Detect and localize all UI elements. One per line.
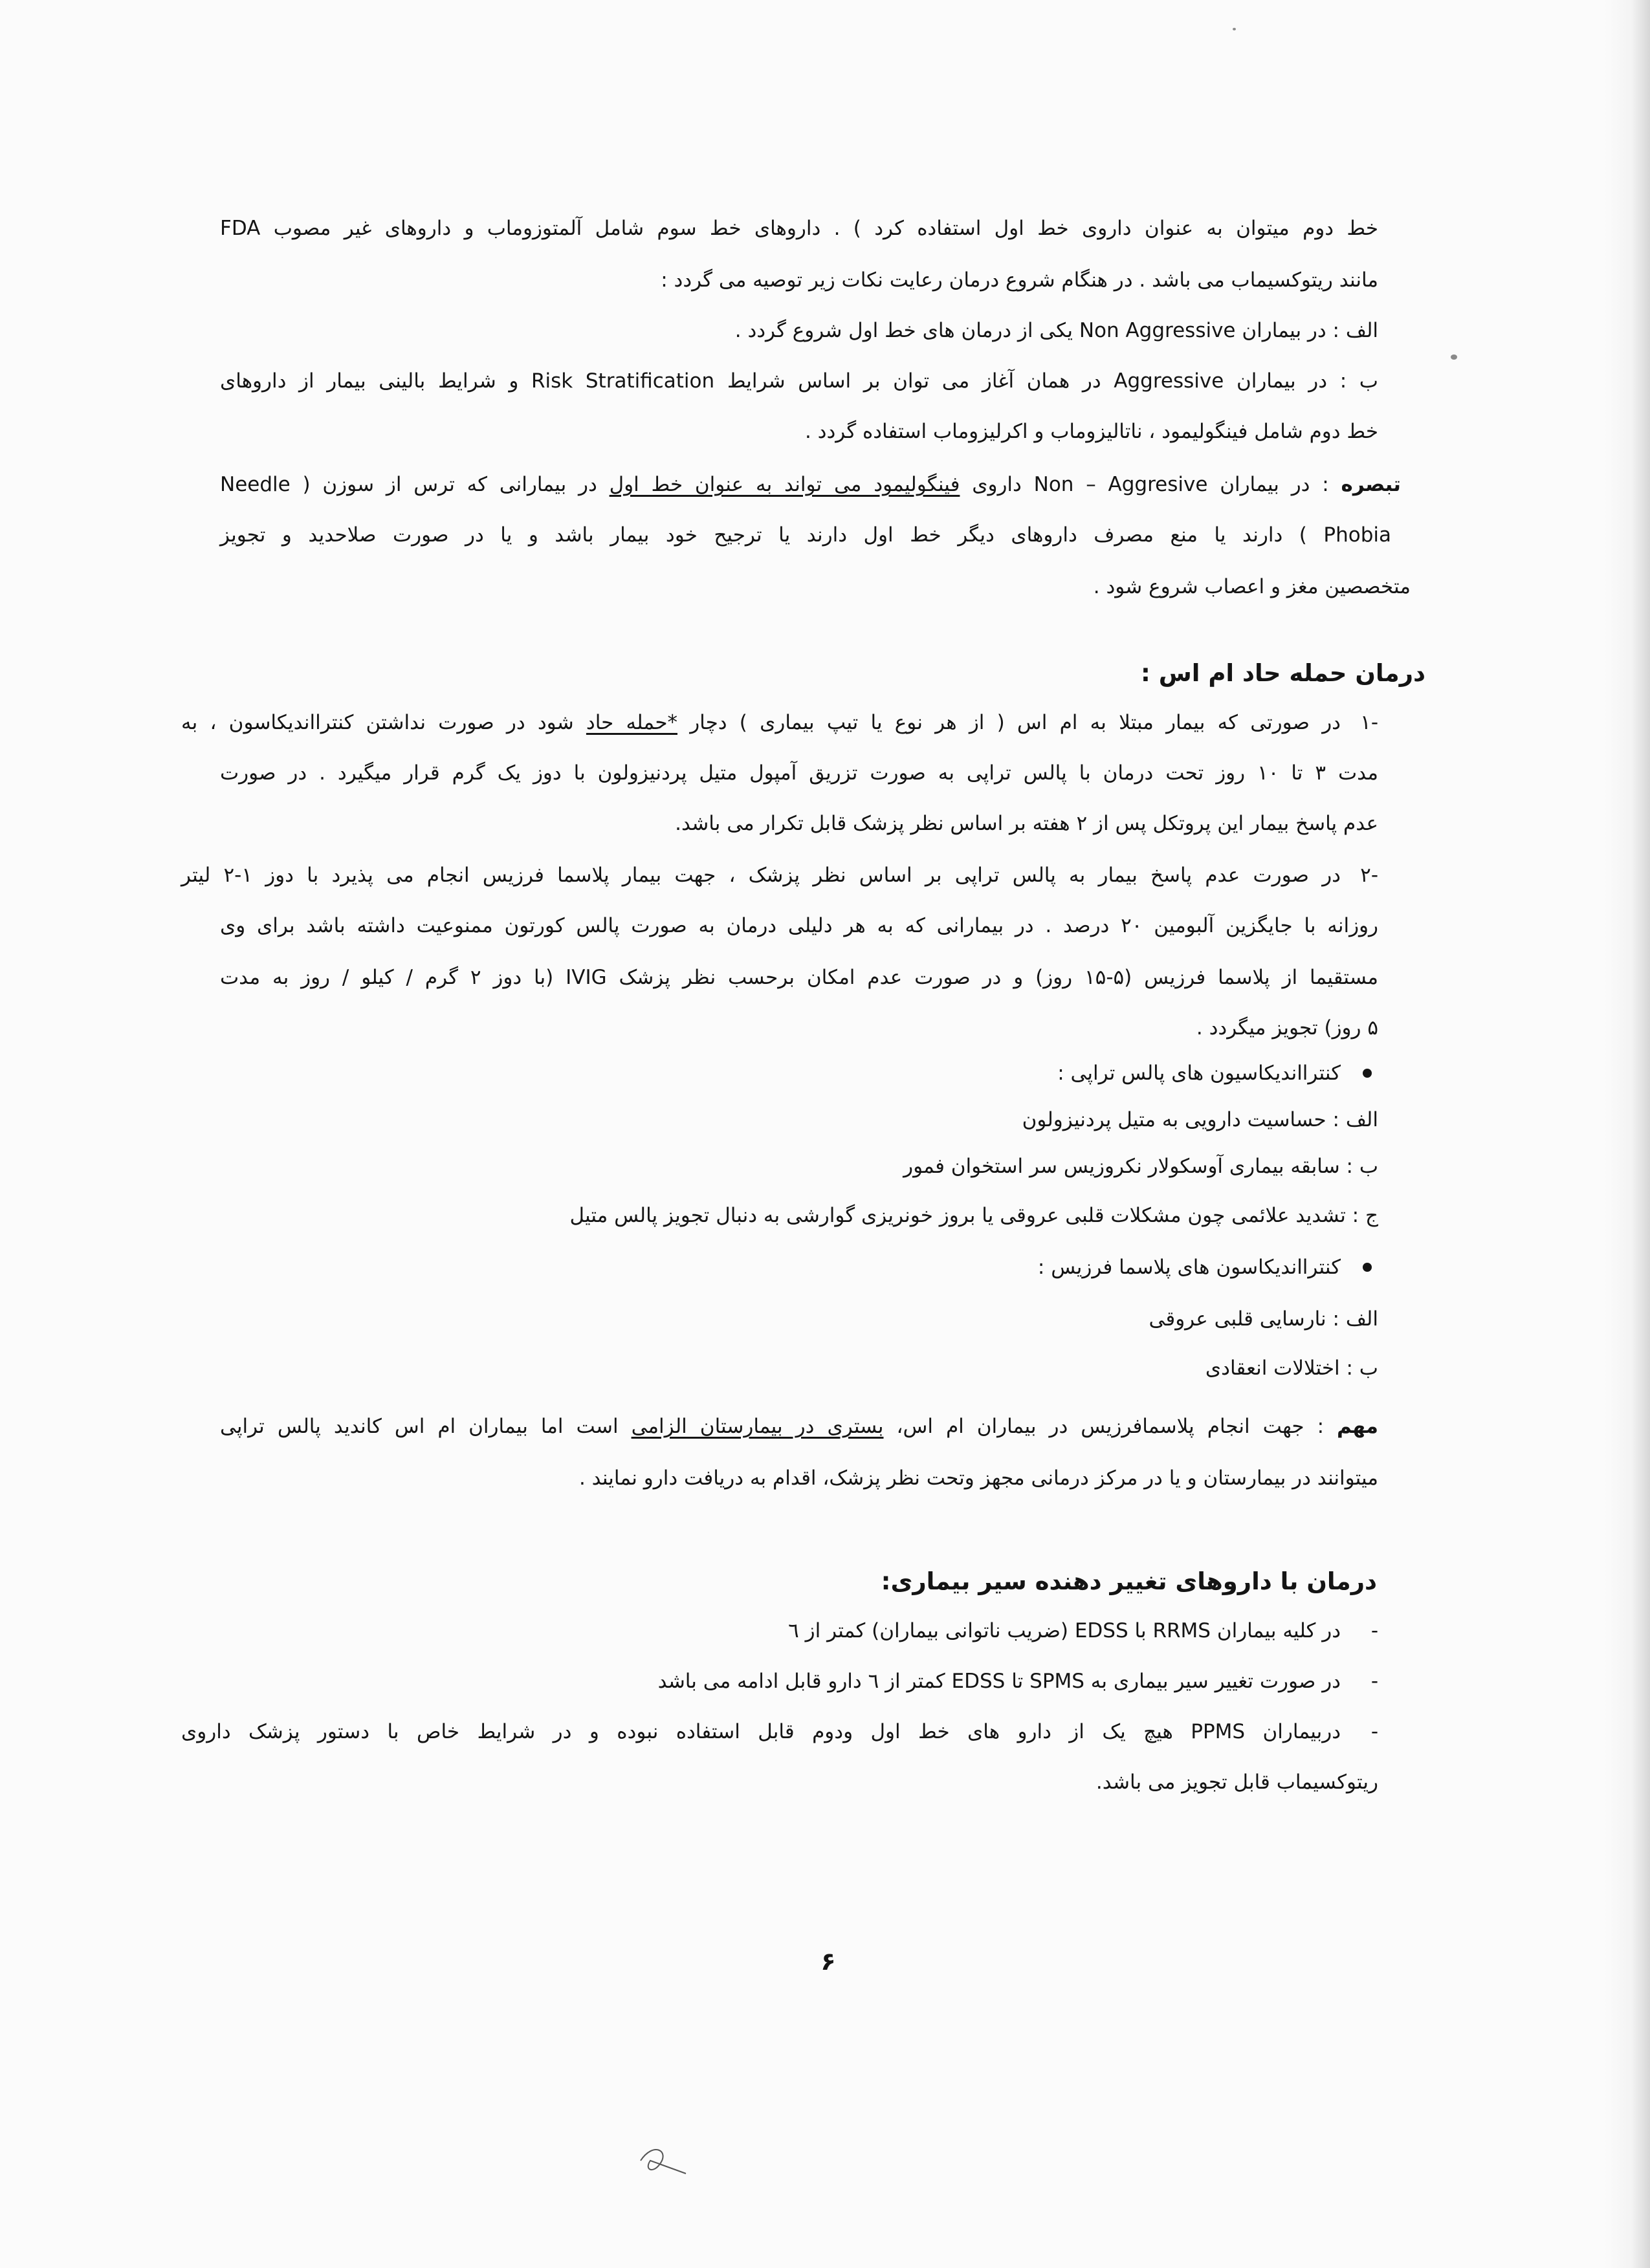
paper-speck <box>1451 354 1457 360</box>
item-text-line: مدت ۳ تا ۱۰ روز تحت درمان با پالس تراپی به صورت تزریق آمپول متیل پردنیزولون با دوز یک گرم قرار میگیرد . در صورت <box>220 761 1378 785</box>
bullet-title: کنترااندیکاسون های پلاسما فرزیس : <box>1037 1256 1341 1279</box>
item-number: -۲ <box>1360 864 1378 887</box>
note-line: Phobia ) دارند یا منع مصرف داروهای دیگر خط اول دارند یا ترجیح خود بیمار باشد و یا در صورت صلاحدید و تجویز <box>220 523 1391 547</box>
page-number: ۶ <box>820 1947 836 1976</box>
dash-marker: - <box>1370 1720 1378 1743</box>
underlined-text: *حمله حاد <box>586 711 677 734</box>
important-note-line: مهم : جهت انجام پلاسمافرزیس در بیماران ام اس، بستری در بیمارستان الزامی است اما بیماران ام اس کاندید پالس تراپی <box>220 1415 1378 1438</box>
bullet-title: کنترااندیکاسیون های پالس تراپی : <box>1057 1062 1341 1085</box>
item-text: در صورتی که بیمار مبتلا به ام اس ( از هر نوع یا تیپ بیماری ) دچار *حمله حاد شود در صورت نداشتن کنترااندیکاسون ، به <box>181 711 1341 734</box>
paragraph-line: الف : در بیماران Non Aggressive یکی از درمان های خط اول شروع گردد . <box>734 319 1378 342</box>
paragraph-line: خط دوم میتوان به عنوان داروی خط اول استفاده کرد ) . داروهای خط سوم شامل آلمتوزوماب و داروهای غیر مصوب FDA <box>220 217 1378 240</box>
paragraph-line: ب : در بیماران Aggressive در همان آغاز می توان بر اساس شرایط Risk Stratification و شرایط بالینی بیمار از داروهای <box>220 369 1378 393</box>
item-text-line: ۵ روز) تجویز میگردد . <box>1196 1016 1378 1040</box>
item-text: در کلیه بیماران RRMS با EDSS (ضریب ناتوانی بیماران) کمتر از ٦ <box>788 1619 1341 1642</box>
item-text-line: مستقیما از پلاسما فرزیس (۵-۱۵ روز) و در صورت عدم امکان برحسب نظر پزشک IVIG (با دوز ۲ گرم / کیلو / روز به مدت <box>220 966 1378 989</box>
item-text: دربیماران PPMS هیچ یک از دارو های خط اول ودوم قابل استفاده نبوده و در شرایط خاص با دستور پزشک داروی <box>181 1720 1341 1743</box>
list-line: ب : اختلالات انعقادی <box>1205 1357 1378 1380</box>
paragraph-line: مانند ریتوکسیماب می باشد . در هنگام شروع درمان رعایت نکات زیر توصیه می گردد : <box>661 268 1378 292</box>
dash-marker: - <box>1370 1670 1378 1693</box>
paragraph-line: خط دوم شامل فینگولیمود ، ناتالیزوماب و اکرلیزوماب استفاده گردد . <box>804 420 1378 443</box>
item-number: -۱ <box>1360 711 1378 734</box>
item-text-line: روزانه با جایگزین آلبومین ۲۰ درصد . در بیمارانی که به هر دلیلی درمان به صورت پالس کورتون ممنوعیت داشته باشد برای وی <box>220 914 1378 937</box>
underlined-text: فینگولیمود می تواند به عنوان خط اول <box>609 473 960 496</box>
section-heading: درمان با داروهای تغییر دهنده سیر بیماری: <box>881 1567 1377 1595</box>
pen-mark-icon <box>634 2135 692 2180</box>
dash-marker: - <box>1370 1619 1378 1642</box>
underlined-text: بستری در بیمارستان الزامی <box>631 1415 884 1438</box>
item-text-line: عدم پاسخ بیمار این پروتکل پس از ۲ هفته بر اساس نظر پزشک قابل تکرار می باشد. <box>675 812 1378 835</box>
list-line: ج : تشدید علائمی چون مشکلات قلبی عروقی یا بروز خونریزی گوارشی به دنبال تجویز پالس متیل <box>569 1204 1378 1227</box>
important-label: مهم <box>1337 1415 1378 1438</box>
note-label: تبصره <box>1341 473 1401 496</box>
item-text: در صورت عدم پاسخ بیمار به پالس تراپی بر اساس نظر پزشک ، جهت بیمار پلاسما فرزیس انجام می پذیرد با دوز ۱-۲ لیتر <box>181 864 1341 887</box>
list-line: الف : نارسایی قلبی عروقی <box>1149 1307 1378 1331</box>
page-edge-shadow <box>1605 0 1650 2268</box>
important-note-line: میتوانند در بیمارستان و یا در مرکز درمانی مجهز وتحت نظر پزشک، اقدام به دریافت دارو نمایند . <box>578 1467 1378 1490</box>
item-text-line: ریتوکسیماب قابل تجویز می باشد. <box>1095 1771 1378 1794</box>
item-text: در صورت تغییر سیر بیماری به SPMS تا EDSS کمتر از ٦ دارو قابل ادامه می باشد <box>657 1670 1341 1693</box>
section-heading: درمان حمله حاد ام اس : <box>1141 659 1425 687</box>
bullet-icon <box>1363 1263 1372 1272</box>
list-line: ب : سابقه بیماری آوسکولار نکروزیس سر استخوان فمور <box>903 1155 1378 1178</box>
note-line: تبصره : در بیماران Non – Aggresive داروی فینگولیمود می تواند به عنوان خط اول در بیمارانی که ترس از سوزن ( Needle <box>220 473 1401 496</box>
note-line: متخصصین مغز و اعصاب شروع شود . <box>1093 575 1411 598</box>
bullet-icon <box>1363 1069 1372 1078</box>
list-line: الف : حساسیت دارویی به متیل پردنیزولون <box>1022 1108 1378 1131</box>
paper-speck <box>1233 28 1236 30</box>
